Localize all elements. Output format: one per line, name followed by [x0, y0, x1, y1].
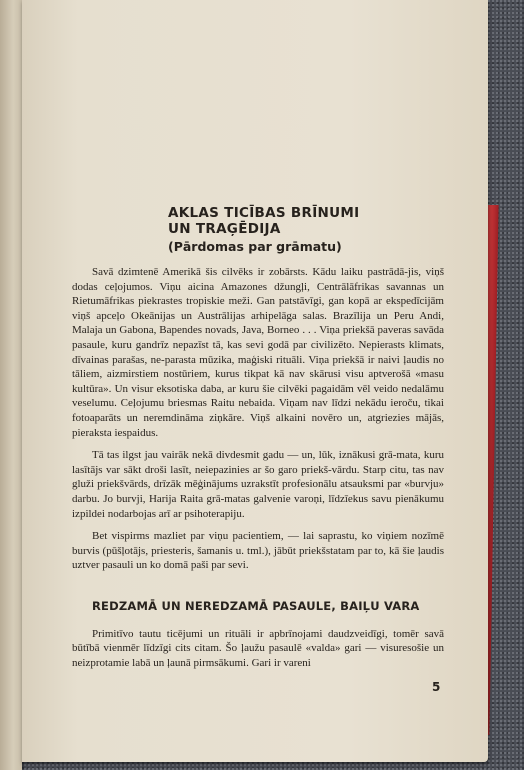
- paragraph: Tā tas ilgst jau vairāk nekā divdesmit gadu — un, lūk, iznākusi grā-mata, kuru lasītājs var sākt droši lasīt, neiepazinies ar šo garo priekš-vārdu. Starp citu, tas nav gluži priekšvārds, drīzāk mēģinājums uzrakstīt profesionālu atsauksmi par «burvju» darbu. Jo burvji, Harija Raita grā-matas galvenie varoņi, līdzīekus savu pienākumu izpildei nodarbojas arī ar psihoterapiju.: [72, 449, 444, 520]
- book-page: [22, 0, 488, 762]
- paragraph: Bet vispirms mazliet par viņu pacientiem, — lai saprastu, ko viņiem nozīmē burvis (pūšļotājs, priesteris, šamanis u. tml.), jābūt priekšstatam par to, kā šie ļaudis uztver pasauli un ko domā paši par sevi.: [72, 530, 444, 572]
- article-subtitle: (Pārdomas par grāmatu): [168, 239, 342, 254]
- paragraph: Savā dzimtenē Amerikā šis cilvēks ir zobārsts. Kādu laiku pastrādā-jis, viņš dodas ceļojumos. Viņu aicina Amazones džungļi, Centrālāfrikas savannas un Rietumāfrikas piekrastes tropiskie meži. Gan patstāvīgi, gan kopā ar ekspedīcijām viņš apceļo Okeānijas un Austrālijas arhipelāga salas. Brazīlija un Peru Andi, Malaja un Gabona, Bapendes novads, Java, Borneo . . . Viņa priekšā paveras savāda pasaule, kuru gandrīz nepazīst tā, kas sevi godā par civilizēto. Nepierasts klimats, dīvainas parašas, ne-parasta mūzika, maģiski rituāli. Viņa priekšā ir naivi ļaudis no tāliem, aizmirstiem nostūriem, kurus tikpat kā nav skārusi visu aptverošā «masu kultūra». Un visur eksotiska daba, ar kuru šie cilvēki pagaidām vēl veido nedalāmu veselumu. Ceļojumu briesmas Raitu nebaida. Viņam nav līdzi nekādu ieroču, tikai fotoaparāts un neremdināma ziņkāre. Viņš alkaini novēro un, atgriezies mājās, pieraksta iespaidus.: [72, 266, 444, 439]
- title-line-1: AKLAS TICĪBAS BRĪNUMI: [168, 205, 360, 221]
- section-heading: REDZAMĀ UN NEREDZAMĀ PASAULE, BAIĻU VARA: [92, 598, 420, 613]
- title-line-2: UN TRAĢĒDIJA: [168, 221, 281, 237]
- previous-page-edge: [0, 0, 22, 770]
- article-title: [168, 205, 444, 237]
- article-body: [72, 205, 444, 679]
- page-number: 5: [432, 680, 441, 694]
- paragraph: Primitīvo tautu ticējumi un rituāli ir apbrīnojami daudzveidīgi, tomēr savā būtībā vienmēr līdzīgi cits citam. Šo ļaužu pasaulē «valda» gari — visuresošie un neizprotamie labā un ļaunā pirmsākumi. Gari ir vareni: [72, 627, 444, 670]
